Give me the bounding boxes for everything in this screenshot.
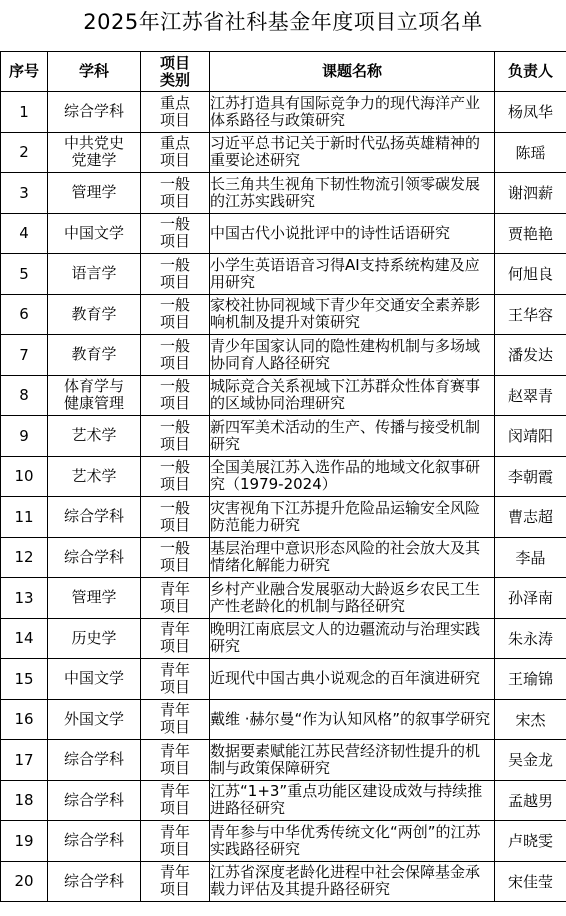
row-discipline: 管理学 (48, 173, 141, 214)
row-topic: 长三角共生视角下韧性物流引领零碳发展的江苏实践研究 (210, 173, 495, 214)
row-project-type: 青年项目 (141, 699, 210, 740)
table-row (1, 254, 566, 295)
row-num: 17 (1, 740, 48, 781)
row-num: 12 (1, 537, 48, 578)
row-topic: 乡村产业融合发展驱动大龄返乡农民工生产性老龄化的机制与路径研究 (210, 578, 495, 619)
row-num: 16 (1, 699, 48, 740)
row-num: 5 (1, 254, 48, 295)
table-row (1, 294, 566, 335)
table-row (1, 456, 566, 497)
row-topic: 青年参与中华优秀传统文化“两创”的江苏实践路径研究 (210, 821, 495, 862)
row-leader: 陈瑶 (495, 132, 566, 173)
row-num: 6 (1, 294, 48, 335)
project-table (0, 51, 566, 902)
row-project-type: 青年项目 (141, 659, 210, 700)
row-project-type: 一般项目 (141, 213, 210, 254)
row-num: 8 (1, 375, 48, 416)
row-num: 15 (1, 659, 48, 700)
row-leader: 宋杰 (495, 699, 566, 740)
row-leader: 曹志超 (495, 497, 566, 538)
row-project-type: 一般项目 (141, 254, 210, 295)
table-row (1, 740, 566, 781)
table-row (1, 497, 566, 538)
table-row (1, 335, 566, 376)
row-project-type: 一般项目 (141, 497, 210, 538)
row-topic: 中国古代小说批评中的诗性话语研究 (210, 213, 495, 254)
row-discipline: 中国文学 (48, 659, 141, 700)
row-project-type: 一般项目 (141, 456, 210, 497)
table-row (1, 659, 566, 700)
row-num: 7 (1, 335, 48, 376)
row-discipline: 教育学 (48, 294, 141, 335)
table-row (1, 213, 566, 254)
header-num: 序号 (1, 52, 48, 92)
row-leader: 闵靖阳 (495, 416, 566, 457)
row-leader: 李朝霞 (495, 456, 566, 497)
row-discipline: 艺术学 (48, 456, 141, 497)
row-topic: 晚明江南底层文人的边疆流动与治理实践研究 (210, 618, 495, 659)
row-topic: 灾害视角下江苏提升危险品运输安全风险防范能力研究 (210, 497, 495, 538)
row-leader: 何旭良 (495, 254, 566, 295)
row-leader: 孙泽南 (495, 578, 566, 619)
header-topic: 课题名称 (210, 52, 495, 92)
row-discipline: 管理学 (48, 578, 141, 619)
row-num: 18 (1, 780, 48, 821)
table-row (1, 578, 566, 619)
header-type: 项目类别 (141, 52, 210, 92)
row-topic: 江苏“1+3”重点功能区建设成效与持续推进路径研究 (210, 780, 495, 821)
table-row (1, 173, 566, 214)
row-discipline: 综合学科 (48, 821, 141, 862)
row-topic: 习近平总书记关于新时代弘扬英雄精神的重要论述研究 (210, 132, 495, 173)
row-discipline: 中共党史党建学 (48, 132, 141, 173)
row-discipline: 综合学科 (48, 537, 141, 578)
table-row (1, 92, 566, 133)
page-title: 2025年江苏省社科基金年度项目立项名单 (83, 10, 483, 34)
row-num: 3 (1, 173, 48, 214)
row-topic: 青少年国家认同的隐性建构机制与多场域协同育人路径研究 (210, 335, 495, 376)
table-row (1, 699, 566, 740)
row-leader: 宋佳莹 (495, 861, 566, 902)
row-topic: 江苏省深度老龄化进程中社会保障基金承载力评估及其提升路径研究 (210, 861, 495, 902)
row-project-type: 一般项目 (141, 173, 210, 214)
table-row (1, 375, 566, 416)
row-project-type: 青年项目 (141, 618, 210, 659)
row-project-type: 重点项目 (141, 132, 210, 173)
row-discipline: 体育学与健康管理 (48, 375, 141, 416)
row-project-type: 重点项目 (141, 92, 210, 133)
row-num: 4 (1, 213, 48, 254)
table-row (1, 618, 566, 659)
row-discipline: 教育学 (48, 335, 141, 376)
row-num: 13 (1, 578, 48, 619)
row-topic: 近现代中国古典小说观念的百年演进研究 (210, 659, 495, 700)
header-discipline: 学科 (48, 52, 141, 92)
row-leader: 吴金龙 (495, 740, 566, 781)
row-discipline: 历史学 (48, 618, 141, 659)
row-leader: 孟越男 (495, 780, 566, 821)
row-leader: 潘发达 (495, 335, 566, 376)
row-project-type: 一般项目 (141, 375, 210, 416)
row-leader: 谢泗薪 (495, 173, 566, 214)
row-discipline: 艺术学 (48, 416, 141, 457)
row-project-type: 青年项目 (141, 780, 210, 821)
row-project-type: 青年项目 (141, 861, 210, 902)
row-discipline: 语言学 (48, 254, 141, 295)
row-leader: 贾艳艳 (495, 213, 566, 254)
row-topic: 戴维 ·赫尔曼“作为认知风格”的叙事学研究 (210, 699, 495, 740)
table-row (1, 416, 566, 457)
row-num: 10 (1, 456, 48, 497)
row-discipline: 中国文学 (48, 213, 141, 254)
row-leader: 朱永涛 (495, 618, 566, 659)
row-leader: 赵翠青 (495, 375, 566, 416)
table-header-row (1, 52, 566, 92)
row-num: 14 (1, 618, 48, 659)
table-row (1, 132, 566, 173)
row-project-type: 青年项目 (141, 740, 210, 781)
row-leader: 王瑜锦 (495, 659, 566, 700)
row-num: 1 (1, 92, 48, 133)
row-topic: 新四军美术活动的生产、传播与接受机制研究 (210, 416, 495, 457)
row-discipline: 综合学科 (48, 861, 141, 902)
row-leader: 李晶 (495, 537, 566, 578)
row-discipline: 综合学科 (48, 92, 141, 133)
row-leader: 王华容 (495, 294, 566, 335)
table-row (1, 780, 566, 821)
row-topic: 江苏打造具有国际竞争力的现代海洋产业体系路径与政策研究 (210, 92, 495, 133)
header-leader: 负责人 (495, 52, 566, 92)
row-topic: 家校社协同视域下青少年交通安全素养影响机制及提升对策研究 (210, 294, 495, 335)
row-num: 20 (1, 861, 48, 902)
row-discipline: 综合学科 (48, 497, 141, 538)
row-topic: 城际竞合关系视域下江苏群众性体育赛事的区域协同治理研究 (210, 375, 495, 416)
row-project-type: 一般项目 (141, 416, 210, 457)
row-project-type: 青年项目 (141, 821, 210, 862)
row-project-type: 一般项目 (141, 537, 210, 578)
row-num: 11 (1, 497, 48, 538)
row-num: 2 (1, 132, 48, 173)
row-topic: 基层治理中意识形态风险的社会放大及其情绪化解能力研究 (210, 537, 495, 578)
row-discipline: 外国文学 (48, 699, 141, 740)
row-project-type: 一般项目 (141, 335, 210, 376)
table-row (1, 861, 566, 902)
table-row (1, 821, 566, 862)
row-topic: 数据要素赋能江苏民营经济韧性提升的机制与政策保障研究 (210, 740, 495, 781)
row-project-type: 青年项目 (141, 578, 210, 619)
row-num: 9 (1, 416, 48, 457)
row-project-type: 一般项目 (141, 294, 210, 335)
row-topic: 全国美展江苏入选作品的地域文化叙事研究（1979-2024） (210, 456, 495, 497)
table-row (1, 537, 566, 578)
row-topic: 小学生英语语音习得AI支持系统构建及应用研究 (210, 254, 495, 295)
row-discipline: 综合学科 (48, 740, 141, 781)
row-discipline: 综合学科 (48, 780, 141, 821)
row-leader: 杨凤华 (495, 92, 566, 133)
row-leader: 卢晓雯 (495, 821, 566, 862)
row-num: 19 (1, 821, 48, 862)
